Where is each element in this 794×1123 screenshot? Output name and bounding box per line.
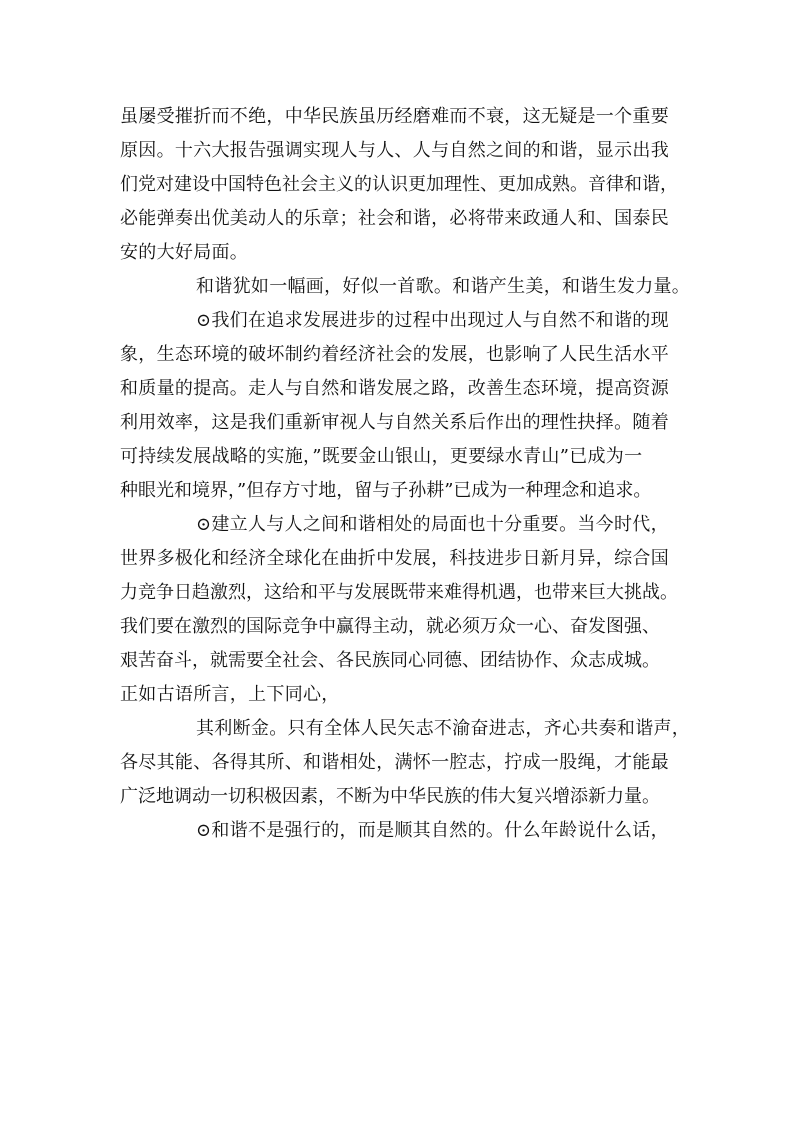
text-line: 广泛地调动一切积极因素，不断为中华民族的伟大复兴增添新力量。 (120, 786, 660, 807)
text-line: 艰苦奋斗，就需要全社会、各民族同心同德、团结协作、众志成城。 (120, 650, 660, 671)
text-line: ⊙我们在追求发展进步的过程中出现过人与自然不和谐的现 (196, 310, 669, 331)
text-line: 我们要在激烈的国际竞争中赢得主动，就必须万众一心、奋发图强、 (120, 616, 660, 637)
text-line: 安的大好局面。 (120, 242, 249, 263)
text-line: 各尽其能、各得其所、和谐相处，满怀一腔志，拧成一股绳，才能最 (120, 752, 669, 773)
text-line: 其利断金。只有全体人民矢志不渝奋进志，齐心共奏和谐声， (196, 718, 691, 739)
document-body (120, 100, 691, 848)
text-line: ⊙和谐不是强行的，而是顺其自然的。什么年龄说什么话， (196, 820, 669, 841)
text-line: 原因。十六大报告强调实现人与人、人与自然之间的和谐，显示出我 (120, 140, 669, 161)
text-line: 象，生态环境的破坏制约着经济社会的发展，也影响了人民生活水平 (120, 344, 669, 365)
text-line: 正如古语所言，上下同心， (120, 684, 340, 705)
text-line: 必能弹奏出优美动人的乐章；社会和谐，必将带来政通人和、国泰民 (120, 208, 669, 229)
text-line: 虽屡受摧折而不绝，中华民族虽历经磨难而不衰，这无疑是一个重要 (120, 106, 669, 127)
text-line: 种眼光和境界，”但存方寸地，留与子孙耕”已成为一种理念和追求。 (120, 480, 652, 501)
text-line: 力竞争日趋激烈，这给和平与发展既带来难得机遇，也带来巨大挑战。 (120, 582, 678, 603)
text-line: 和谐犹如一幅画，好似一首歌。和谐产生美，和谐生发力量。 (196, 276, 691, 297)
text-line: 们党对建设中国特色社会主义的认识更加理性、更加成熟。音律和谐， (120, 174, 678, 195)
text-line: 世界多极化和经济全球化在曲折中发展，科技进步日新月异，综合国 (120, 548, 669, 569)
text-line: 可持续发展战略的实施，”既要金山银山，更要绿水青山”已成为一 (120, 446, 643, 467)
text-line: ⊙建立人与人之间和谐相处的局面也十分重要。当今时代， (196, 514, 669, 535)
text-line: 利用效率，这是我们重新审视人与自然关系后作出的理性抉择。随着 (120, 412, 669, 433)
text-line: 和质量的提高。走人与自然和谐发展之路，改善生态环境，提高资源 (120, 378, 669, 399)
